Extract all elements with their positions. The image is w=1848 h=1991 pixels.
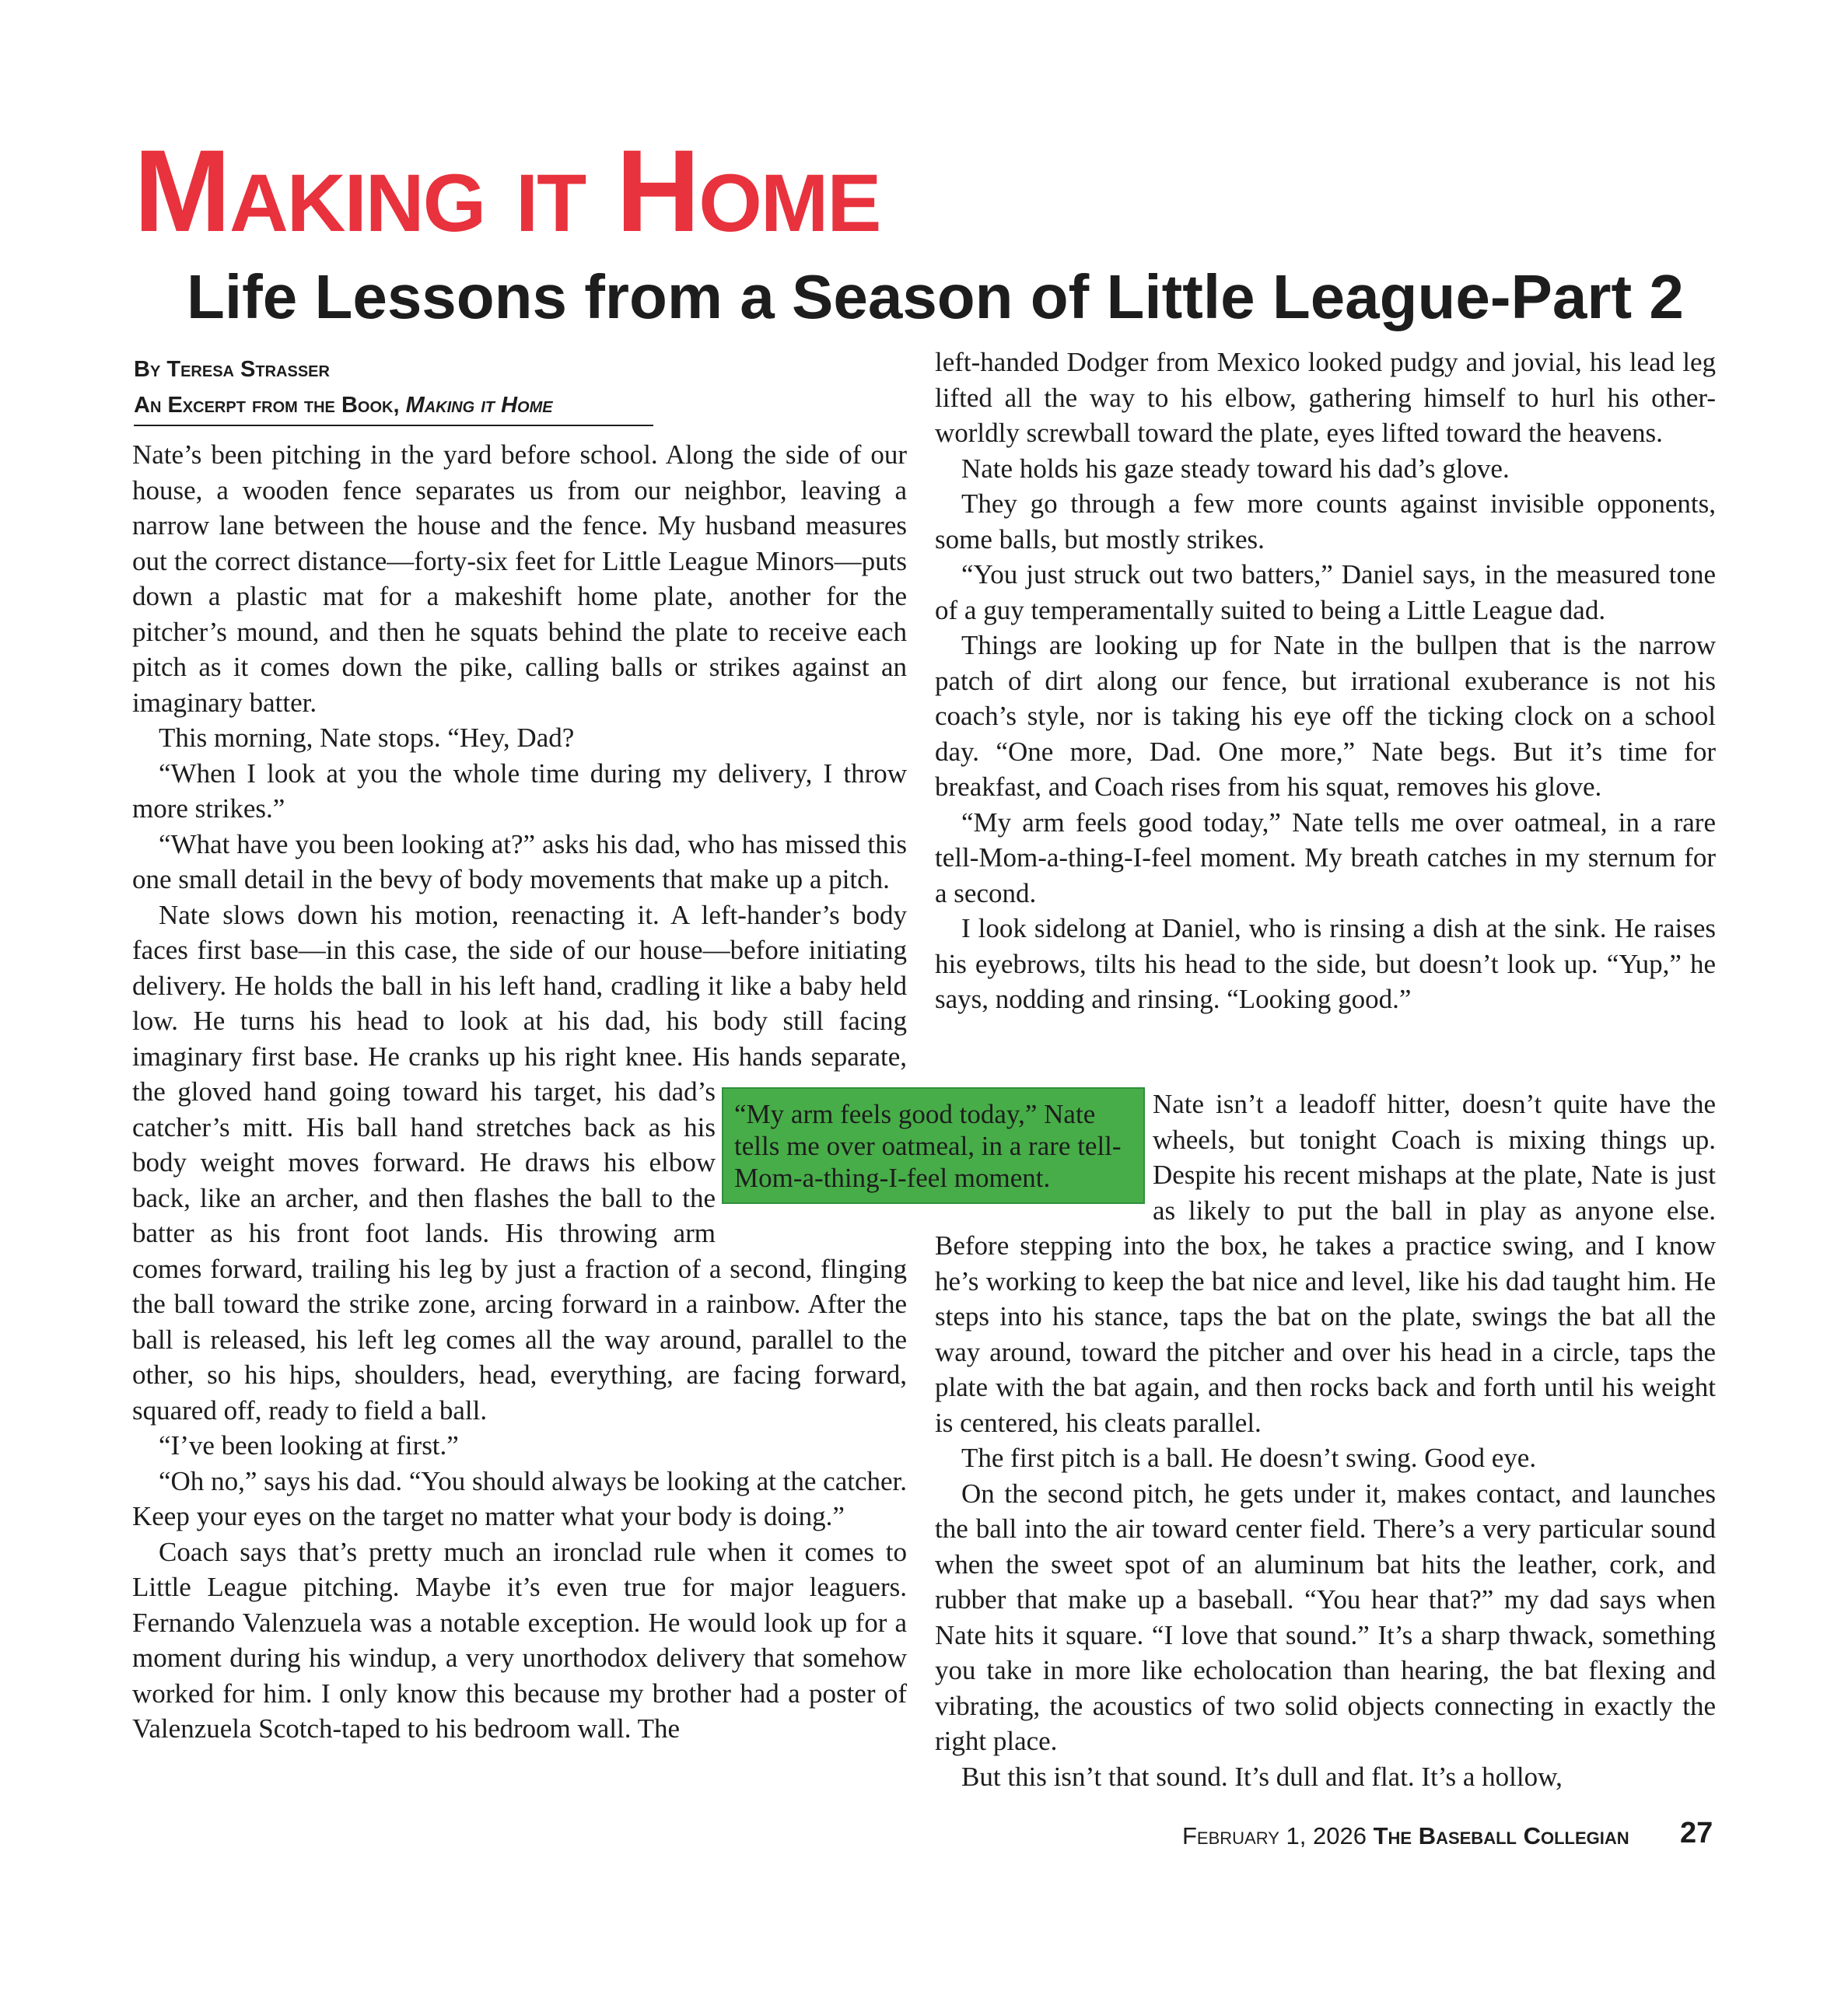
- book-title: Making it Home: [405, 393, 553, 418]
- paragraph: “My arm feels good today,” Nate tells me over oatmeal, in a rare tell-Mom-a-thing-I-feel moment. My breath catches in my sternum for a second.: [935, 807, 1716, 908]
- paragraph: Nate isn’t a leadoff hitter, doesn’t quite have the wheels, but tonight Coach is mixing things up. Despite his recent mishaps at the plate, Nate is just as likely to put the ball in play as anyone else. Before stepping into the box, he takes a practice swing, and I know he’s working to keep the bat nice and level, like his dad taught him. He steps into his stance, taps the bat on the plate, swings the bat all the way around, toward the pitcher and over his head in a circle, taps the plate with the bat again, and then rocks back and forth until his weight is centered, his cleats parallel.: [935, 1089, 1716, 1438]
- paragraph-text: Nate slows down his motion, reenacting it. A left-hander’s body faces first base—in this case, the side of our house—before initiating delivery. He holds the ball in his left hand, cradling it like a baby held low. He turns his head to look at his dad, his body still facing imaginary first base. He cranks up his right knee. His hands separate, the gloved hand going toward his target, his dad’s catcher’s mitt. His ball hand stretches back as his body weight moves forward. He draws his elbow back, like an archer, and then flashes the ball to the batter as his front foot lands. His throwing arm comes forward, trailing his leg by just a fraction of a second, flinging the ball toward the strike zone, arcing forward in a rainbow. After the ball is released, his left leg comes all the way around, parallel to the other, so his hips, shoulders, head, everything, are facing forward, squared off, ready to field a ball.: [132, 899, 907, 1426]
- page-number: 27: [1680, 1817, 1713, 1849]
- paragraph: “What have you been looking at?” asks his dad, who has missed this one small detail in the bevy of body movements that make up a pitch.: [132, 828, 907, 894]
- paragraph: Nate holds his gaze steady toward his dad’s glove.: [961, 453, 1510, 484]
- paragraph: “When I look at you the whole time during my delivery, I throw more strikes.”: [132, 758, 907, 824]
- paragraph: They go through a few more counts against invisible opponents, some balls, but mostly strikes.: [935, 488, 1716, 555]
- author-line: [134, 352, 655, 387]
- page-footer: [1182, 1822, 1629, 1850]
- paragraph: Coach says that’s pretty much an ironclad rule when it comes to Little League pitching. Maybe it’s even true for major leaguers. Fernando Valenzuela was a notable exception. He would look up for a moment during his windup, a very unorthodox delivery that somehow worked for him. I only know this because my brother had a poster of Valenzuela Scotch-taped to his bedroom wall. The: [132, 1536, 907, 1744]
- issue-date: February 1, 2026: [1182, 1822, 1367, 1849]
- byline-divider: [134, 425, 653, 426]
- excerpt-line: [134, 387, 655, 423]
- right-column-top: [935, 345, 1716, 1017]
- paragraph: On the second pitch, he gets under it, makes contact, and launches the ball into the air toward center field. There’s a very particular sound when the sweet spot of an aluminum bat hits the leather, cork, and rubber that make up a baseball. “You hear that?” my dad says when Nate hits it square. “I love that sound.” It’s a sharp thwack, something you take in more like echolocation than hearing, the bat flexing and vibrating, the acoustics of two solid objects connecting in exactly the right place.: [935, 1478, 1716, 1756]
- pull-quote: “My arm feels good today,” Nate tells me over oatmeal, in a rare tell-Mom-a-thing-I-feel moment.: [722, 1087, 1145, 1204]
- byline-prefix: By: [134, 357, 161, 382]
- paragraph: left-handed Dodger from Mexico looked pudgy and jovial, his lead leg lifted all the way to his elbow, gathering himself to hurl his other-worldly screwball toward the plate, eyes lifted toward the heavens.: [935, 347, 1716, 448]
- paragraph: Things are looking up for Nate in the bullpen that is the narrow patch of dirt along our fence, but irrational exuberance is not his coach’s style, nor is taking his eye off the ticking clock on a school day. “One more, Dad. One more,” Nate begs. But it’s time for breakfast, and Coach rises from his squat, removes his glove.: [935, 630, 1716, 802]
- paragraph: This morning, Nate stops. “Hey, Dad?: [159, 723, 575, 753]
- author-name: Teresa Strasser: [166, 357, 330, 382]
- article-subtitle: Life Lessons from a Season of Little League-Part 2: [187, 262, 1684, 331]
- paragraph: I look sidelong at Daniel, who is rinsing a dish at the sink. He raises his eyebrows, tilts his head to the side, but doesn’t look up. “Yup,” he says, nodding and rinsing. “Looking good.”: [935, 913, 1716, 1014]
- paragraph: “You just struck out two batters,” Daniel says, in the measured tone of a guy temperamentally suited to being a Little League dad.: [935, 559, 1716, 625]
- paragraph: But this isn’t that sound. It’s dull and flat. It’s a hollow,: [961, 1761, 1563, 1792]
- publication-name: The Baseball Collegian: [1373, 1822, 1629, 1849]
- paragraph: Nate’s been pitching in the yard before school. Along the side of our house, a wooden fence separates us from our neighbor, leaving a narrow lane between the house and the fence. My husband measures out the correct distance—forty-six feet for Little League Minors—puts down a plastic mat for a makeshift home plate, another for the pitcher’s mound, and then he squats behind the plate to receive each pitch as it comes down the pike, calling balls or strikes against an imaginary batter.: [132, 439, 907, 718]
- paragraph: “I’ve been looking at first.”: [159, 1430, 459, 1461]
- byline: [134, 352, 655, 423]
- paragraph: “Oh no,” says his dad. “You should always be looking at the catcher. Keep your eyes on the target no matter what your body is doing.”: [132, 1465, 907, 1531]
- paragraph: The first pitch is a ball. He doesn’t swing. Good eye.: [961, 1443, 1537, 1473]
- article-title: Making it Home: [134, 125, 880, 256]
- excerpt-prefix: An Excerpt from the Book,: [134, 393, 400, 418]
